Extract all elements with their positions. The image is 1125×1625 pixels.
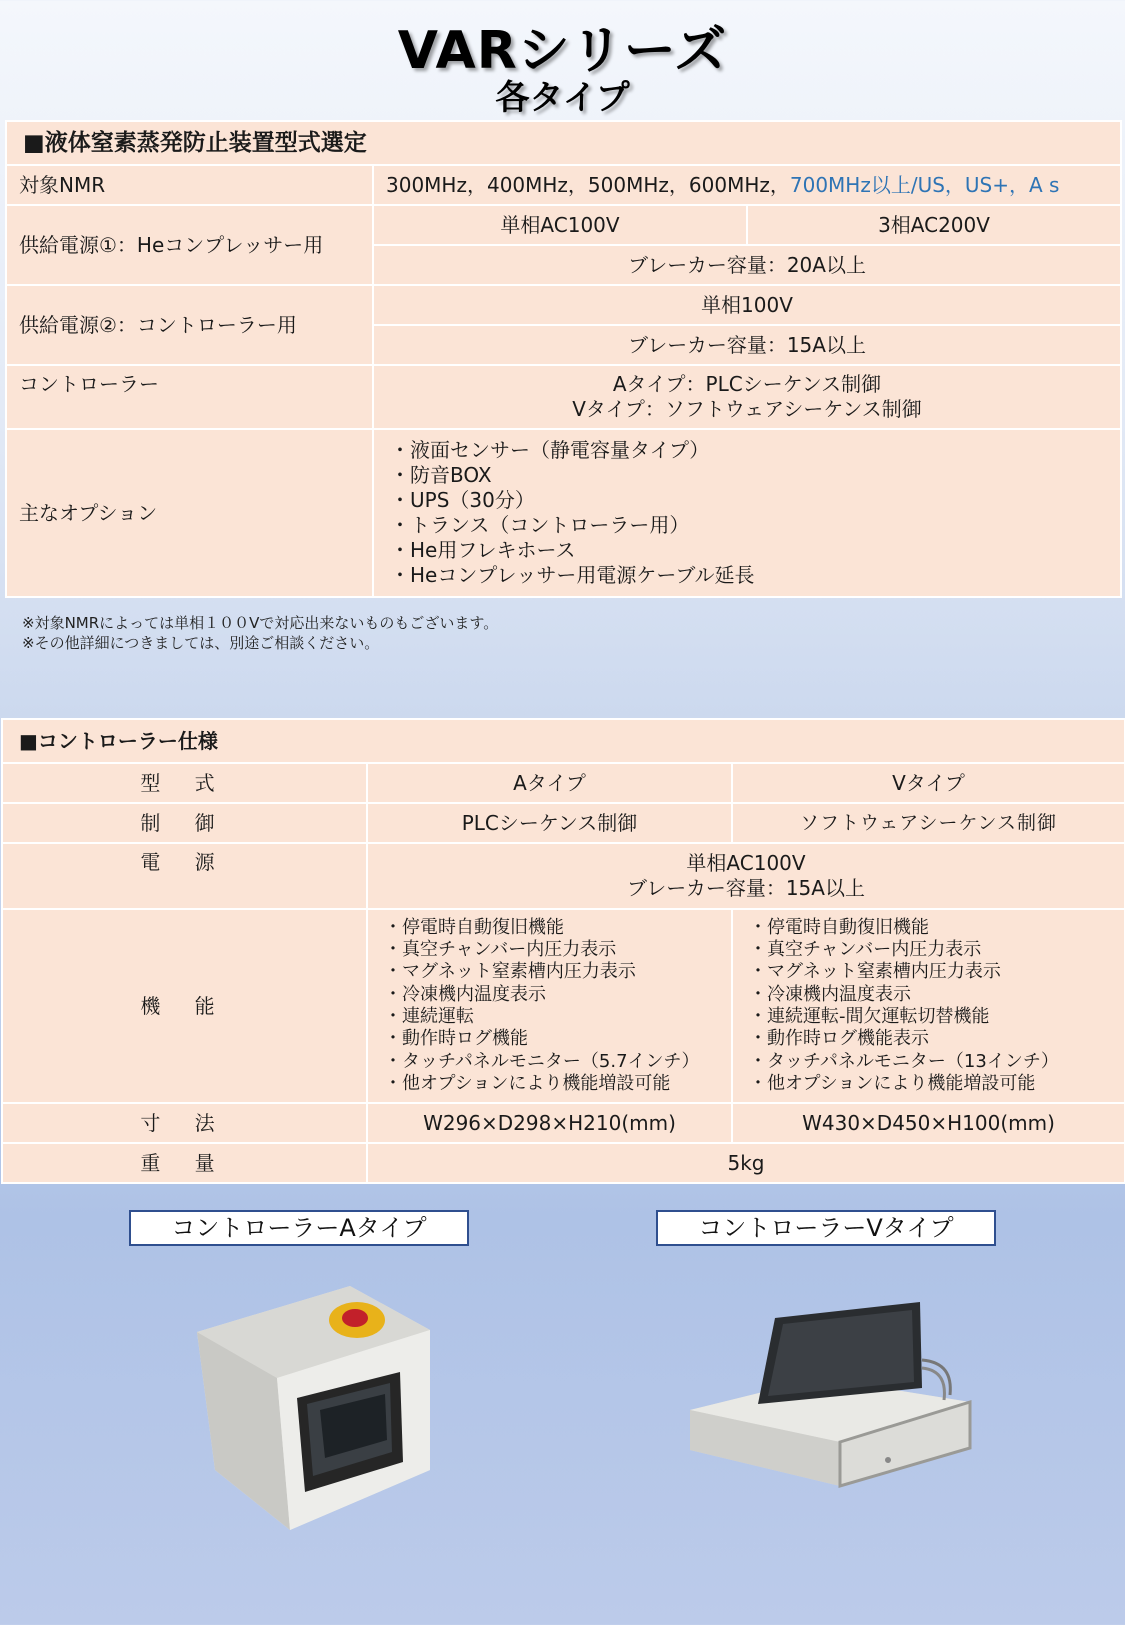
size-v: W430×D450×H100(mm) [732, 1103, 1125, 1143]
list-item: ・動作時ログ機能表示 [749, 1028, 929, 1050]
power2-value: 単相100V [373, 285, 1121, 325]
power-line-2: ブレーカー容量：15A以上 [627, 876, 865, 900]
list-item: ・マグネット窒素槽内圧力表示 [749, 961, 1001, 983]
list-item: ・停電時自動復旧機能 [384, 916, 564, 938]
functions-v [732, 909, 1125, 1103]
spec-table [1, 718, 1125, 1184]
list-item: ・UPS（30分） [390, 488, 535, 512]
list-item: ・動作時ログ機能 [384, 1028, 528, 1050]
controller-label: コントローラー [6, 365, 373, 429]
list-item: ・トランス（コントローラー用） [390, 513, 690, 537]
control-a: PLCシーケンス制御 [367, 803, 732, 843]
power-values [367, 843, 1125, 909]
power1-option-single: 単相AC100V [373, 205, 747, 245]
page-subtitle: 各タイプ [495, 78, 630, 118]
control-v: ソフトウェアシーケンス制御 [732, 803, 1125, 843]
list-item: ・連続運転-間欠運転切替機能 [749, 1006, 990, 1027]
list-item: ・マグネット窒素槽内圧力表示 [384, 961, 636, 983]
footnote: ※対象NMRによっては単相１００Vで対応出来ないものもございます。 [22, 614, 499, 632]
list-item: ・タッチパネルモニター（5.7インチ） [384, 1050, 700, 1072]
list-item: ・冷凍機内温度表示 [384, 983, 546, 1005]
list-item: ・真空チャンバー内圧力表示 [749, 939, 982, 961]
list-item: ・連続運転 [384, 1006, 474, 1027]
page-title: VARシリーズ [397, 21, 728, 81]
controller-type-v: Vタイプ：ソフトウェアシーケンス制御 [572, 397, 922, 421]
caption-controller-a: コントローラーAタイプ [129, 1210, 469, 1246]
size-label: 寸 法 [2, 1103, 367, 1143]
options-label: 主なオプション [6, 429, 373, 597]
list-item: ・冷凍機内温度表示 [749, 983, 911, 1005]
nmr-label: 対象NMR [6, 165, 373, 205]
size-a: W296×D298×H210(mm) [367, 1103, 732, 1143]
power2-label: 供給電源②：コントローラー用 [6, 285, 373, 365]
function-label: 機 能 [2, 909, 367, 1103]
list-item: ・防音BOX [390, 463, 492, 487]
list-item: ・Heコンプレッサー用電源ケーブル延長 [390, 563, 755, 587]
power-line-1: 単相AC100V [686, 851, 806, 875]
nmr-values [373, 165, 1121, 205]
type-v: Vタイプ [732, 763, 1125, 803]
power1-breaker: ブレーカー容量：20A以上 [373, 245, 1121, 285]
controller-a-photo [185, 1280, 435, 1540]
type-label: 型 式 [2, 763, 367, 803]
list-item: ・真空チャンバー内圧力表示 [384, 939, 617, 961]
list-item: ・停電時自動復旧機能 [749, 916, 929, 938]
weight-value: 5kg [367, 1143, 1125, 1183]
power2-breaker: ブレーカー容量：15A以上 [373, 325, 1121, 365]
caption-controller-v: コントローラーVタイプ [656, 1210, 996, 1246]
weight-label: 重 量 [2, 1143, 367, 1183]
power-label: 電 源 [2, 843, 367, 909]
list-item: ・液面センサー（静電容量タイプ） [390, 438, 710, 462]
functions-a [367, 909, 732, 1103]
selection-heading: ■液体窒素蒸発防止装置型式選定 [6, 121, 1121, 165]
list-item: ・He用フレキホース [390, 538, 576, 562]
power1-option-three: 3相AC200V [747, 205, 1121, 245]
list-item: ・他オプションにより機能増設可能 [384, 1072, 671, 1094]
spec-heading: ■コントローラー仕様 [2, 719, 1125, 763]
controller-type-a: Aタイプ：PLCシーケンス制御 [612, 372, 882, 396]
options-list [373, 429, 1121, 597]
power1-label: 供給電源①：Heコンプレッサー用 [6, 205, 373, 285]
controller-types [373, 365, 1121, 429]
list-item: ・タッチパネルモニター（13インチ） [749, 1050, 1059, 1072]
nmr-values-standard: 300MHz，400MHz，500MHz，600MHz， [386, 172, 790, 197]
control-label: 制 御 [2, 803, 367, 843]
selection-table [5, 120, 1122, 598]
list-item: ・他オプションにより機能増設可能 [749, 1072, 1036, 1094]
controller-v-photo [680, 1300, 980, 1530]
nmr-values-highfield: 700MHz以上/US，US+，A s [789, 172, 1060, 197]
type-a: Aタイプ [367, 763, 732, 803]
footnote: ※その他詳細につきましては、別途ご相談ください。 [22, 634, 380, 652]
